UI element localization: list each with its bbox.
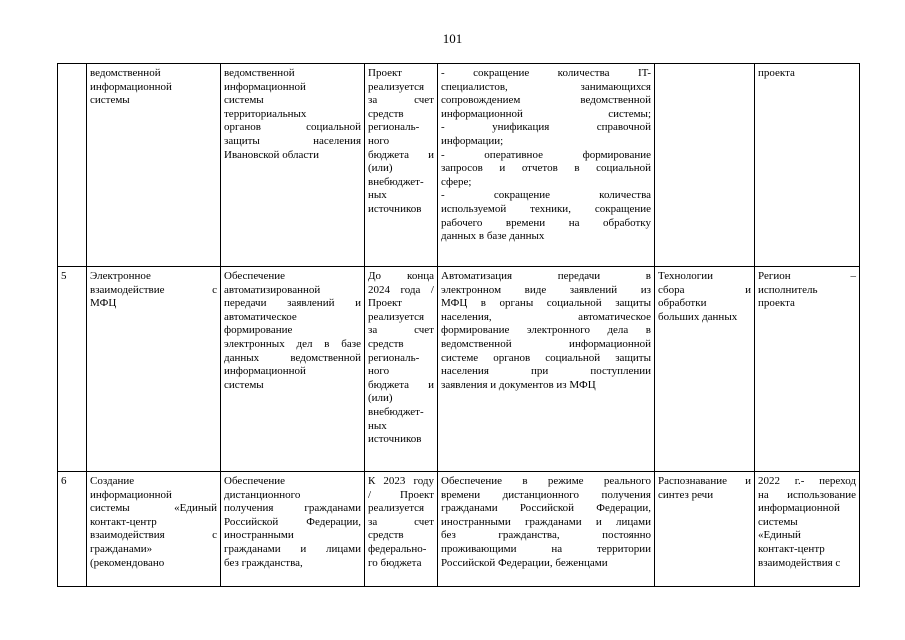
cell-line: больших данных <box>658 310 738 323</box>
table-row <box>58 267 860 472</box>
cell-line: бюджета и <box>368 378 434 391</box>
cell-line: на использование <box>758 488 856 501</box>
cell-technologies <box>655 472 755 587</box>
cell-number <box>58 64 87 267</box>
cell-line: рабочего времени на обработку <box>441 216 651 229</box>
cell-line: (или) <box>368 392 393 405</box>
cell-line: обработки <box>658 297 707 310</box>
cell-line: защиты населения <box>224 134 361 147</box>
cell-line: / Проект <box>368 488 434 501</box>
cell-line: информационной <box>224 80 306 93</box>
cell-line: региональ- <box>368 351 420 364</box>
cell-line: Распознавание и <box>658 475 751 487</box>
cell-line: системы <box>758 515 798 528</box>
cell-line: за счет <box>368 515 434 528</box>
cell-line: - сокращение количества IT- <box>441 67 651 79</box>
cell-line: автоматизированной <box>224 283 321 296</box>
cell-term-funding <box>365 64 438 267</box>
cell-line: автоматическое <box>224 310 297 323</box>
cell-line: используемой техники, сокращение <box>441 202 651 215</box>
cell-executor <box>755 472 860 587</box>
cell-line: реализуется <box>368 502 425 515</box>
cell-line: ных <box>368 189 387 202</box>
cell-line: - оперативное формирование <box>441 148 651 161</box>
cell-expected-effect <box>438 267 655 472</box>
cell-line: иностранными гражданами и лицами <box>441 515 651 528</box>
cell-line: за счет <box>368 324 434 337</box>
cell-line: данных в базе данных <box>441 230 545 243</box>
cell-line: До конца <box>368 270 434 282</box>
cell-term-funding <box>365 472 438 587</box>
cell-line: формирование <box>224 324 293 337</box>
cell-line: сбора и <box>658 283 751 296</box>
cell-line: средств <box>368 529 404 542</box>
cell-line: го бюджета <box>368 556 422 569</box>
cell-line: взаимодействия с <box>90 529 217 542</box>
cell-line: данных ведомственной <box>224 351 361 364</box>
cell-line: запросов и отчетов в социальной <box>441 162 651 175</box>
cell-line: населения при поступлении <box>441 365 651 378</box>
cell-line: проекта <box>758 67 795 79</box>
cell-line: внебюджет- <box>368 175 424 188</box>
cell-line: средств <box>368 337 404 350</box>
cell-line: Российской Федерации, <box>224 515 361 528</box>
cell-line: региональ- <box>368 121 420 134</box>
cell-term-funding <box>365 267 438 472</box>
cell-line: населения, автоматическое <box>441 310 651 323</box>
cell-measure-content <box>221 472 365 587</box>
cell-line: 2024 года / <box>368 283 434 296</box>
cell-measure-content <box>221 64 365 267</box>
cell-line: сфере; <box>441 175 472 188</box>
cell-line: Автоматизация передачи в <box>441 270 651 282</box>
cell-line: информационной <box>90 488 172 501</box>
cell-line: федерально- <box>368 542 427 555</box>
cell-line: синтез речи <box>658 488 714 501</box>
cell-line: ного <box>368 134 390 147</box>
cell-line: взаимодействие с <box>90 283 217 296</box>
measures-table <box>57 63 860 587</box>
cell-line: бюджета и <box>368 148 434 161</box>
cell-executor <box>755 267 860 472</box>
cell-line: информационной <box>90 80 172 93</box>
cell-line: гражданами и лицами <box>224 542 361 555</box>
cell-line: получения гражданами <box>224 502 361 515</box>
cell-line: системы <box>224 378 264 391</box>
cell-line: взаимодействия с <box>758 556 841 569</box>
cell-line: органов социальной <box>224 121 361 134</box>
cell-line: территориальных <box>224 107 307 120</box>
cell-line: электронных дел в базе <box>224 337 361 350</box>
cell-line: без гражданства, <box>224 556 303 569</box>
cell-line: контакт-центр <box>90 515 157 528</box>
cell-line: заявления и документов из МФЦ <box>441 378 596 391</box>
cell-line: - сокращение количества <box>441 189 651 202</box>
cell-line: проживающими на территории <box>441 542 651 555</box>
cell-line: исполнитель <box>758 283 818 296</box>
cell-line: времени дистанционного получения <box>441 488 651 501</box>
cell-line: МФЦ в органы социальной защиты <box>441 297 651 310</box>
cell-line: Российской Федерации, беженцами <box>441 556 608 569</box>
cell-line: системе органов социальной защиты <box>441 351 651 364</box>
cell-line: информации; <box>441 134 504 147</box>
cell-line: иностранными <box>224 529 294 542</box>
cell-line: МФЦ <box>90 297 117 310</box>
table-row <box>58 472 860 587</box>
cell-line: системы <box>224 94 264 107</box>
cell-line: Обеспечение <box>224 475 285 487</box>
cell-line: Электронное <box>90 270 151 282</box>
cell-line: специалистов, занимающихся <box>441 80 651 93</box>
cell-line: без гражданства, постоянно <box>441 529 651 542</box>
cell-line: источников <box>368 433 422 446</box>
cell-line: К 2023 году <box>368 475 434 487</box>
cell-line: передачи заявлений и <box>224 297 361 310</box>
cell-line: Ивановской области <box>224 148 319 161</box>
cell-line: (или) <box>368 162 393 175</box>
cell-line: Создание <box>90 475 135 487</box>
cell-line: (рекомендовано <box>90 556 165 569</box>
cell-executor <box>755 64 860 267</box>
cell-line: информационной <box>224 365 306 378</box>
cell-line: системы <box>90 94 130 107</box>
cell-measure-name <box>87 472 221 587</box>
page-number: 101 <box>442 31 463 46</box>
cell-number <box>58 472 87 587</box>
cell-line: сопровождением ведомственной <box>441 94 651 107</box>
cell-line: электронном виде заявлений из <box>441 283 651 296</box>
cell-line: информационной <box>758 502 840 515</box>
cell-line: гражданами Российской Федерации, <box>441 502 651 515</box>
cell-line: средств <box>368 107 404 120</box>
cell-line: ведомственной информационной <box>441 337 651 350</box>
cell-line: системы «Единый <box>90 502 217 515</box>
cell-line: реализуется <box>368 80 425 93</box>
cell-line: ведомственной <box>90 67 161 79</box>
row-number: 6 <box>61 475 67 487</box>
row-number: 5 <box>61 270 67 282</box>
cell-line: за счет <box>368 94 434 107</box>
cell-line: дистанционного <box>224 488 301 501</box>
cell-line: контакт-центр <box>758 542 825 555</box>
cell-measure-name <box>87 267 221 472</box>
cell-line: Проект <box>368 297 402 310</box>
cell-line: информационной системы; <box>441 107 651 120</box>
cell-line: Обеспечение в режиме реального <box>441 475 651 487</box>
cell-line: - унификация справочной <box>441 121 651 134</box>
cell-technologies <box>655 267 755 472</box>
cell-line: Обеспечение <box>224 270 285 282</box>
cell-technologies <box>655 64 755 267</box>
cell-line: «Единый <box>758 529 801 542</box>
cell-line: реализуется <box>368 310 425 323</box>
cell-line: ведомственной <box>224 67 295 79</box>
cell-line: формирование электронного дела в <box>441 324 651 337</box>
cell-line: гражданами» <box>90 542 153 555</box>
cell-measure-content <box>221 267 365 472</box>
cell-line: ного <box>368 365 390 378</box>
cell-line: 2022 г.- переход <box>758 475 856 487</box>
cell-line: Проект <box>368 67 402 79</box>
cell-line: внебюджет- <box>368 405 424 418</box>
cell-expected-effect <box>438 64 655 267</box>
cell-line: Регион – <box>758 270 856 282</box>
cell-line: проекта <box>758 297 795 310</box>
cell-line: ных <box>368 419 387 432</box>
cell-line: источников <box>368 202 422 215</box>
cell-measure-name <box>87 64 221 267</box>
cell-number <box>58 267 87 472</box>
cell-line: Технологии <box>658 270 714 282</box>
table-row <box>58 64 860 267</box>
cell-expected-effect <box>438 472 655 587</box>
